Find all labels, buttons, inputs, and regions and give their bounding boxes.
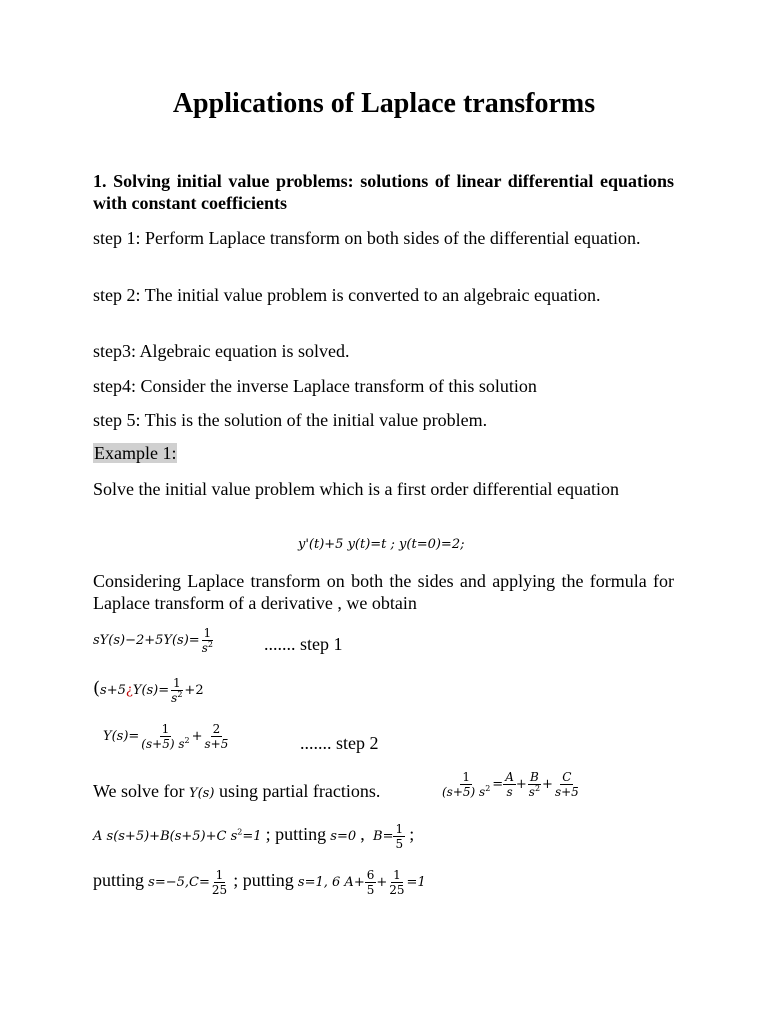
putting-text-1: putting bbox=[93, 870, 145, 890]
partial-fraction-decomposition: $\frac{1}{(s+5) s^2}$ = $\frac{A}{s}$ + $\frac{B}{s^2}$ + $\frac{C}{s+5}$ bbox=[442, 770, 579, 799]
intermediate-equation: (s+5¿Y(s)= $\frac{1}{s^2}$ +2 bbox=[93, 676, 204, 705]
partial-fractions-suffix: using partial fractions. bbox=[218, 781, 381, 801]
cover-up-line: A s(s+5)+B(s+5)+C $s^2=1$ ; putting s=0 , B= $\frac{1}{5}$ ; bbox=[93, 822, 415, 851]
putting-text-2: ; putting bbox=[233, 870, 294, 890]
partial-fractions-line bbox=[93, 781, 380, 802]
cover-text-2: , bbox=[360, 824, 365, 844]
example-label bbox=[93, 443, 177, 464]
considering-text: Considering Laplace transform on both the sides and applying the formula for Laplace transform of a derivative , we obtain bbox=[93, 571, 674, 613]
putting-line: putting s=−5,C= $\frac{1}{25}$ ; putting s=1, 6 A+ $\frac{6}{5}$ + $\frac{1}{25}$ =1 bbox=[93, 868, 426, 897]
cover-text-1: ; putting bbox=[265, 824, 327, 844]
step-2-equation: Y(s)= $\frac{1}{(s+5) s^2}$ + $\frac{2}{s+5}$ bbox=[103, 722, 229, 751]
section-heading: 1. Solving initial value problems: solutions of linear differential equations with constant coefficients bbox=[93, 171, 674, 213]
example-label-highlight: Example 1: bbox=[94, 443, 177, 463]
step-1-label: ....... step 1 bbox=[264, 634, 343, 654]
partial-fractions-Ys: Y(s) bbox=[189, 786, 215, 801]
example-statement: Solve the initial value problem which is a first order differential equation bbox=[93, 479, 620, 499]
page-title: Applications of Laplace transforms bbox=[172, 88, 596, 119]
cover-text-3: ; bbox=[409, 824, 415, 844]
step-3-text: step3: Algebraic equation is solved. bbox=[93, 341, 350, 361]
step-5-text: step 5: This is the solution of the initial value problem. bbox=[93, 410, 488, 430]
step-2-label: ....... step 2 bbox=[300, 733, 379, 753]
step-4-text: step4: Consider the inverse Laplace transform of this solution bbox=[93, 376, 537, 396]
step-2-text: step 2: The initial value problem is converted to an algebraic equation. bbox=[93, 285, 601, 305]
step-1-equation: sY(s)−2+5Y(s)= $\frac{1}{s^2}$ bbox=[93, 626, 213, 655]
step-1-text: step 1: Perform Laplace transform on both sides of the differential equation. bbox=[93, 228, 641, 248]
partial-fractions-prefix: We solve for bbox=[93, 781, 185, 801]
initial-value-equation: y'(t)+5 y(t)=t ; y(t=0)=2; bbox=[298, 537, 465, 552]
